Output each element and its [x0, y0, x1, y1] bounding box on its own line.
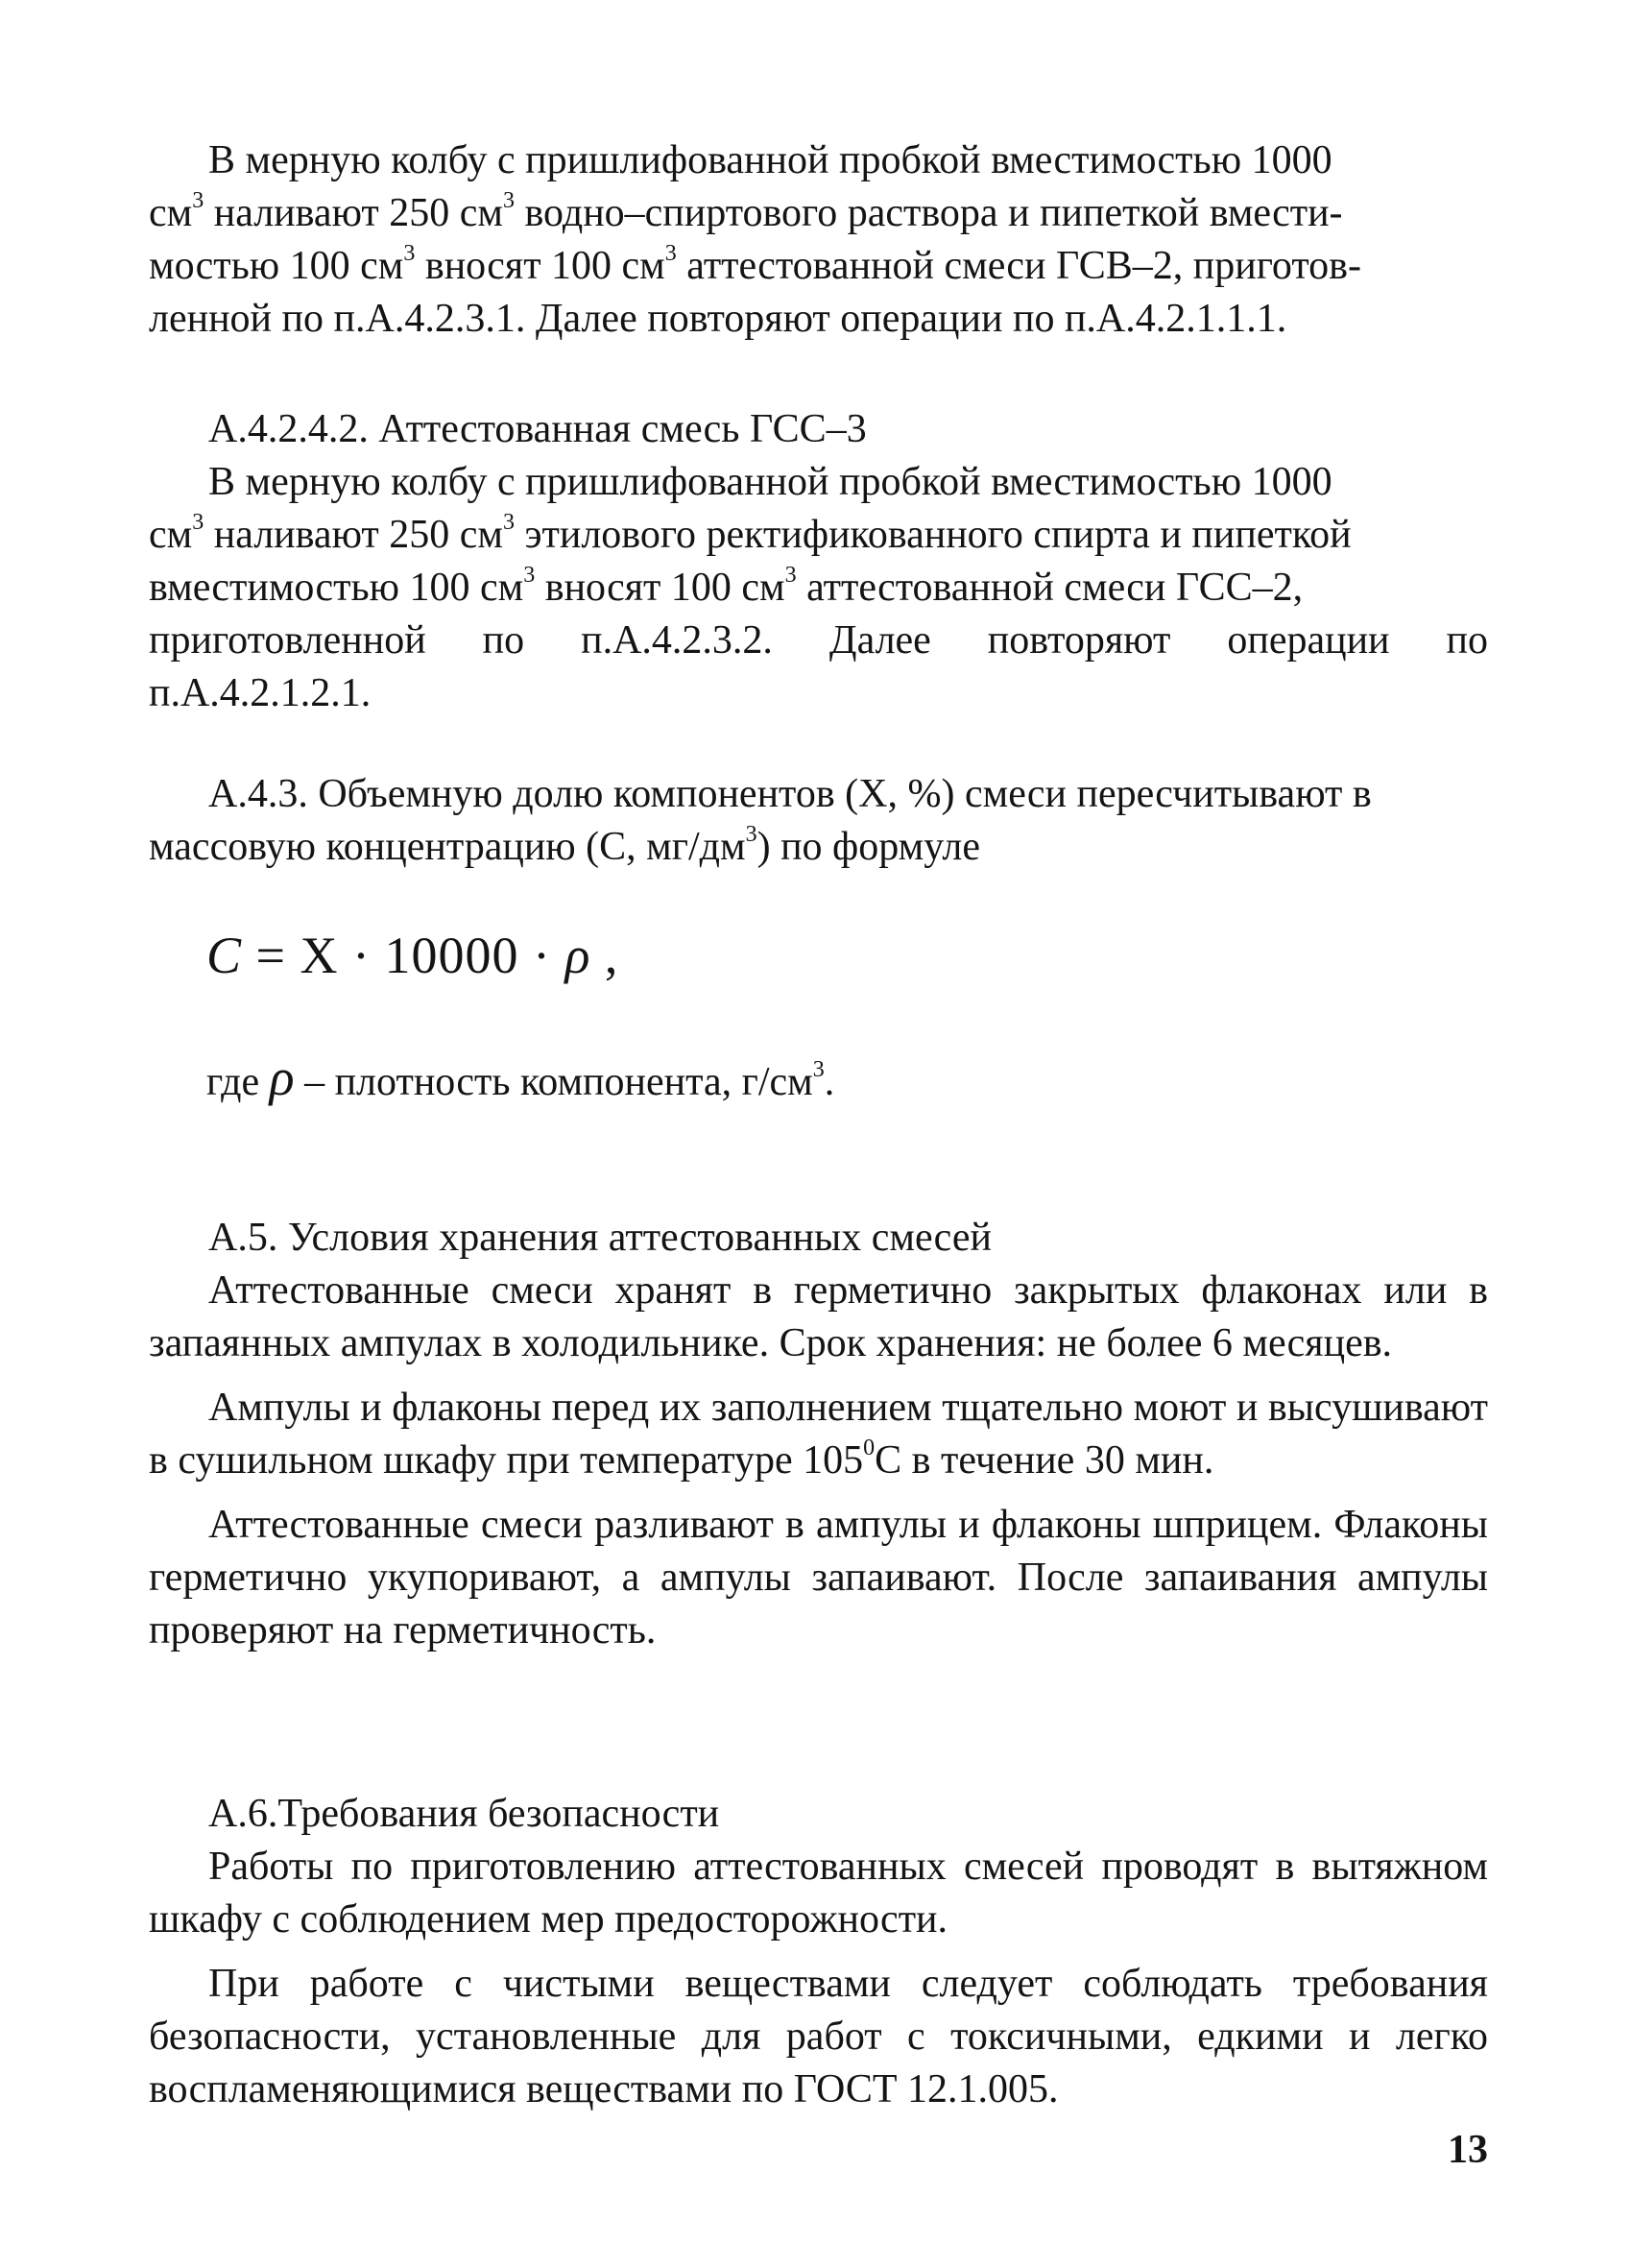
- superscript: 3: [812, 1057, 825, 1082]
- page-number: 13: [1448, 2128, 1488, 2172]
- superscript: 3: [664, 241, 677, 266]
- formula-text: ,: [590, 927, 619, 984]
- superscript: 3: [403, 241, 416, 266]
- text-line: [149, 456, 1488, 509]
- text: С в течение 30 мин.: [875, 1438, 1214, 1483]
- text-line: [149, 821, 1488, 874]
- text: этилового ректификованного спирта и пипеткой: [514, 513, 1352, 557]
- paragraph: Аттестованные смеси хранят в герметично закрытых флаконах или в запаянных ампулах в холодильнике. Срок хранения: не более 6 месяцев.: [149, 1268, 1488, 1365]
- paragraph: При работе с чистыми веществами следует соблюдать требования безопасности, установленные для работ с токсичными, едкими и легко воспламеняющимися веществами по ГОСТ 12.1.005.: [149, 1962, 1488, 2111]
- text-line: [149, 134, 1488, 187]
- text: – плотность компонента, г/см: [294, 1060, 813, 1104]
- superscript: 3: [192, 510, 204, 535]
- superscript: 3: [745, 822, 757, 847]
- text: см: [149, 191, 193, 235]
- formula-symbol: C: [206, 927, 243, 984]
- text: В мерную колбу с пришлифованной пробкой вместимостью 1000: [208, 460, 1332, 504]
- text-line: [149, 562, 1488, 615]
- text: аттестованной смеси ГСС–2,: [796, 566, 1304, 610]
- text: .: [824, 1060, 835, 1104]
- section-a5: [149, 1212, 1488, 1657]
- text: ленной по п.А.4.2.3.1. Далее повторяют операции по п.А.4.2.1.1.1.: [149, 297, 1287, 341]
- paragraph-gsv3: [149, 134, 1488, 346]
- text: А.4.3. Объемную долю компонентов (X, %) смеси пересчитывают в: [208, 772, 1372, 816]
- text-line: [149, 187, 1488, 240]
- formula-text: = X · 10000 ·: [242, 927, 565, 984]
- text: аттестованной смеси ГСВ–2, приготов-: [676, 244, 1361, 288]
- text: вносят 100 см: [535, 566, 785, 610]
- text: В мерную колбу с пришлифованной пробкой вместимостью 1000: [208, 138, 1332, 182]
- text-line: [149, 615, 1488, 667]
- superscript: 3: [523, 563, 536, 588]
- text: Ампулы и флаконы перед их заполнением тщательно моют и высушивают в сушильном шкафу при температуре 105: [149, 1386, 1488, 1483]
- text: массовую концентрацию (С, мг/дм: [149, 825, 746, 869]
- text: п.А.4.2.1.2.1.: [149, 671, 372, 715]
- superscript: 3: [502, 510, 515, 535]
- text: вместимостью 100 см: [149, 566, 524, 610]
- text: наливают 250 см: [204, 513, 503, 557]
- superscript: 0: [863, 1436, 876, 1460]
- paragraph: Аттестованные смеси разливают в ампулы и флаконы шприцем. Флаконы герметично укупоривают, а ампулы запаивают. После запаивания ампулы проверяют на герметичность.: [149, 1503, 1488, 1653]
- text-line: [149, 768, 1488, 821]
- section-a43: [149, 768, 1488, 874]
- section-heading: А.4.2.4.2. Аттестованная смесь ГСС–3: [208, 407, 867, 451]
- text-line: [149, 293, 1488, 346]
- paragraph: [149, 1382, 1488, 1487]
- paragraph: Работы по приготовлению аттестованных смесей проводят в вытяжном шкафу с соблюдением мер предосторожности.: [149, 1845, 1488, 1942]
- text-line: [149, 240, 1488, 293]
- section-heading: А.5. Условия хранения аттестованных смесей: [208, 1216, 992, 1260]
- text-line: [149, 509, 1488, 562]
- superscript: 3: [192, 188, 204, 213]
- text: наливают 250 см: [204, 191, 503, 235]
- superscript: 3: [502, 188, 515, 213]
- formula: [206, 922, 618, 989]
- text-line: [149, 667, 1488, 720]
- section-a6: [149, 1788, 1488, 2116]
- text: вносят 100 см: [415, 244, 665, 288]
- formula-symbol: ρ: [564, 927, 591, 984]
- formula-symbol: ρ: [269, 1049, 295, 1106]
- text: приготовленной по п.А.4.2.3.2. Далее повторяют операции по: [149, 618, 1488, 663]
- text: см: [149, 513, 193, 557]
- formula-legend: [206, 1051, 834, 1109]
- section-heading: А.6.Требования безопасности: [208, 1792, 720, 1836]
- text: где: [206, 1060, 270, 1104]
- superscript: 3: [784, 563, 797, 588]
- section-a4242: [149, 403, 1488, 720]
- text: мостью 100 см: [149, 244, 404, 288]
- text: водно–спиртового раствора и пипеткой вмести-: [514, 191, 1343, 235]
- text: ) по формуле: [756, 825, 980, 869]
